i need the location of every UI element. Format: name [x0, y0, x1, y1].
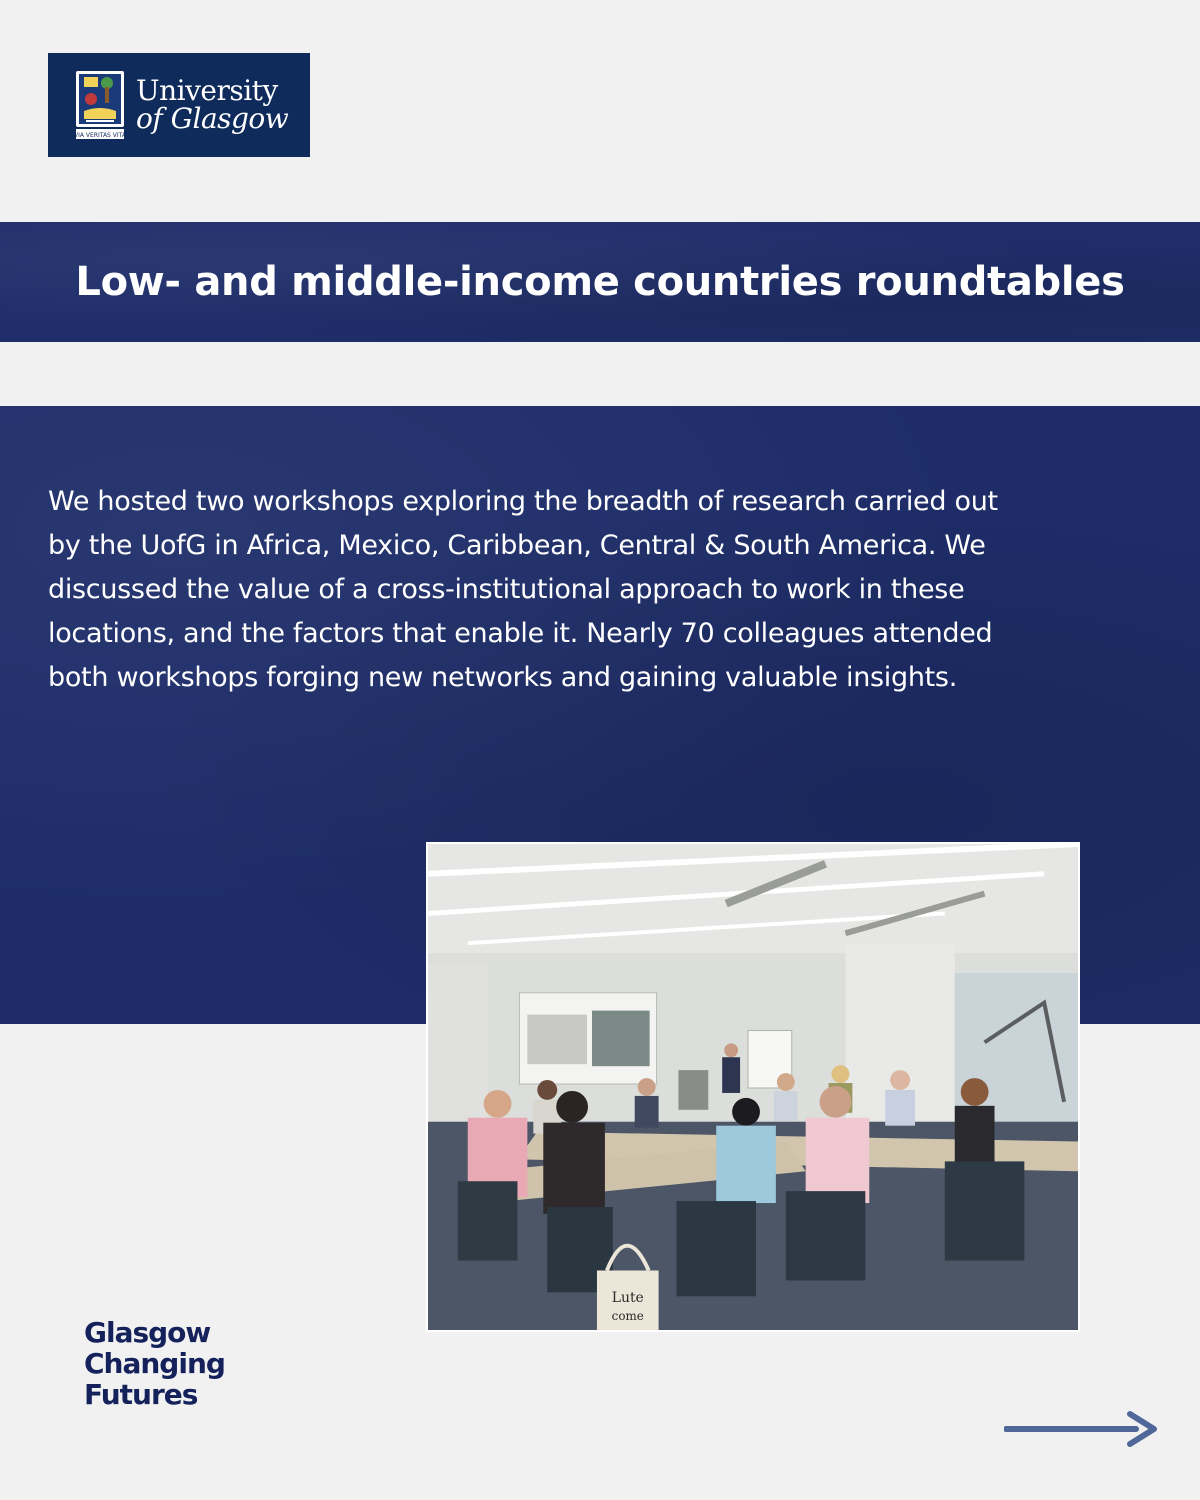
tote-bag-text-2: come	[611, 1309, 644, 1324]
body-paragraph: We hosted two workshops exploring the breadth of research carried out by the UofG in Africa, Mexico, Caribbean, Central & South America. We discussed the value of a cross-institutional approach to work in these locations, and the factors that enable it. Nearly 70 colleagues attended both workshops forging new networks and gaining valuable insights.	[48, 486, 998, 693]
university-crest-icon	[74, 69, 126, 141]
brand-line-1: Glasgow	[84, 1316, 211, 1349]
brand-line-3: Futures	[84, 1378, 198, 1411]
workshop-photo-illustration	[428, 844, 1078, 1330]
page-title: Low- and middle-income countries roundtables	[75, 259, 1125, 305]
tote-bag-text-1: Lute	[611, 1290, 644, 1307]
logo-wordmark	[136, 74, 289, 135]
glasgow-changing-futures-brand	[84, 1317, 225, 1410]
title-band	[0, 222, 1200, 342]
arrow-right-icon[interactable]	[1004, 1410, 1158, 1448]
workshop-photo	[426, 842, 1080, 1332]
logo-line-2: of Glasgow	[136, 102, 289, 135]
logo-line-1: University	[136, 74, 278, 107]
brand-line-2: Changing	[84, 1347, 225, 1380]
university-logo	[48, 53, 310, 157]
crest-motto: VIA VERITAS VITA	[74, 132, 126, 139]
